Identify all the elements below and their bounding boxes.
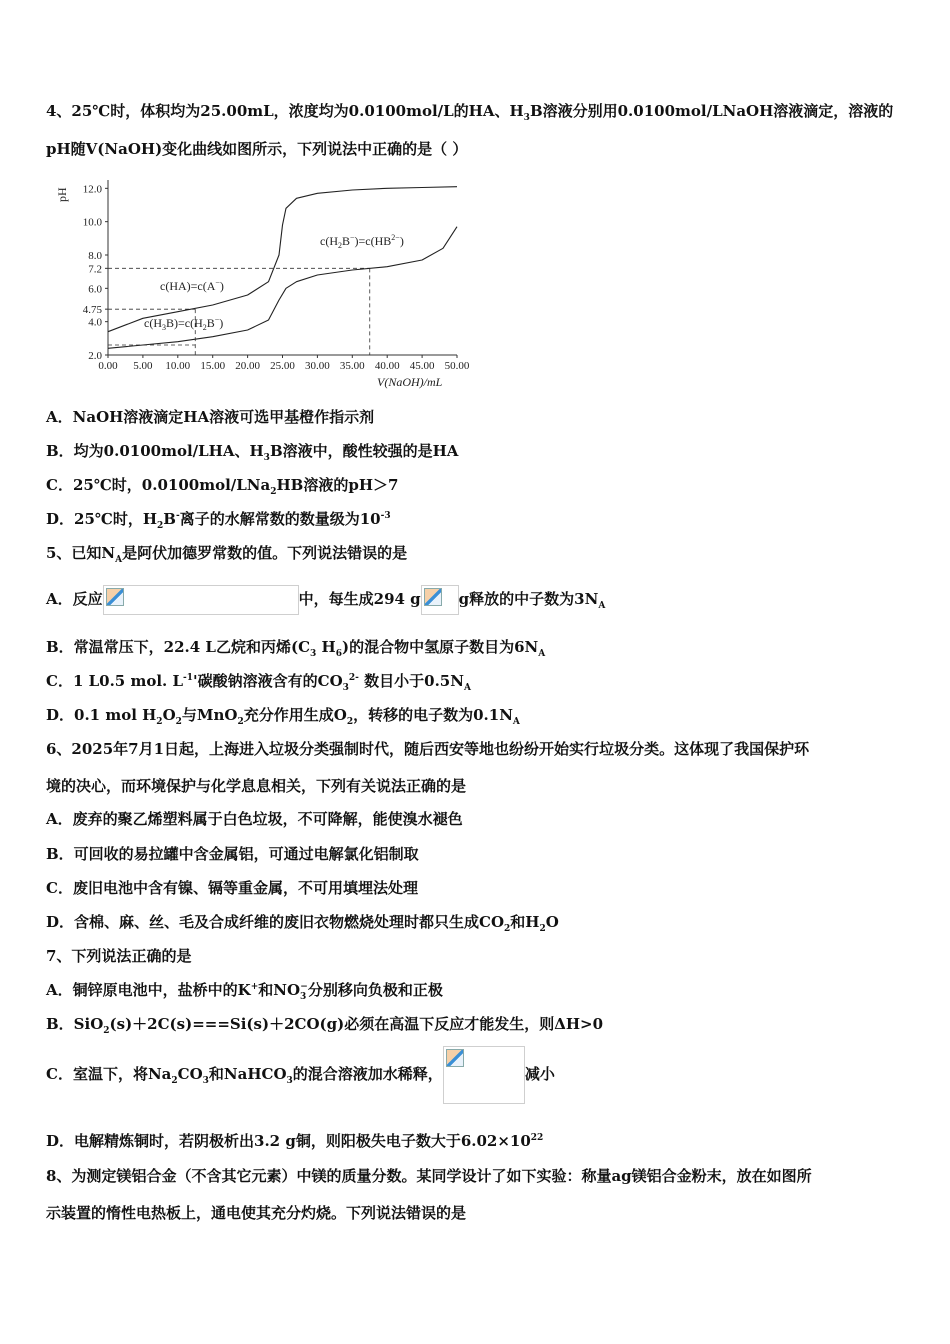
q6-option-a: A．废弃的聚乙烯塑料属于白色垃圾，不可降解，能使溴水褪色 <box>46 810 463 828</box>
series-line-1 <box>108 187 457 332</box>
q4-option-c: C．25℃时，0.0100mol/LNa$_2$HB溶液的pH＞7 <box>46 476 399 497</box>
q4-stem-line2: pH随V(NaOH)变化曲线如图所示，下列说法中正确的是（ ） <box>46 140 468 158</box>
annotation-ha: c(HA)=c(A−) <box>160 278 224 293</box>
x-axis-label: V(NaOH)/mL <box>377 375 443 389</box>
annotation-h2b: $c(H_2B^-)=c(HB^{2-})$ <box>320 233 404 250</box>
x-tick-label: 30.00 <box>305 360 330 372</box>
q7-option-b: B．SiO$_2$(s)＋2C(s)===Si(s)＋2CO(g)必须在高温下反应才能发生，则ΔH>0 <box>46 1015 604 1036</box>
y-tick-label: 4.75 <box>82 304 102 317</box>
q7-stem: 7、下列说法正确的是 <box>46 947 192 965</box>
y-tick-label: 7.2 <box>88 263 102 276</box>
q7-option-c: C．室温下，将$Na_2CO_3$和NaHCO$_3$的混合溶液加水稀释， 减小 <box>46 1045 555 1104</box>
broken-image-icon <box>443 1046 525 1104</box>
q8-stem-line1: 8、为测定镁铝合金（不含其它元素）中镁的质量分数。某同学设计了如下实验：称量ag镁铝合金粉末，放在如图所 <box>46 1167 812 1185</box>
annotation-h3b: $c(H_3B)=c(H_2B^-)$ <box>144 315 224 332</box>
q8-stem-line2: 示装置的惰性电热板上，通电使其充分灼烧。下列说法错误的是 <box>46 1204 467 1222</box>
x-tick-label: 45.00 <box>409 360 435 372</box>
x-tick-label: 50.00 <box>444 360 470 372</box>
q6-option-d: D．含棉、麻、丝、毛及合成纤维的废旧衣物燃烧处理时都只生成$CO_2$和$H_2O$ <box>46 913 559 934</box>
guide-lines <box>108 268 370 355</box>
q4-option-a: A．NaOH溶液滴定HA溶液可选甲基橙作指示剂 <box>46 408 375 426</box>
y-tick-label: 8.0 <box>88 250 102 262</box>
q5-option-a: A．反应 中，每生成294 g g释放的中子数为$3N_A$ <box>46 583 605 615</box>
broken-image-icon <box>421 585 459 615</box>
y-ticks <box>83 183 108 362</box>
q4-option-b: B．均为0.0100mol/LHA、$H_3B$溶液中，酸性较强的是HA <box>46 442 459 463</box>
q6-option-c: C．废旧电池中含有镍、镉等重金属，不可用填埋法处理 <box>46 879 418 897</box>
x-tick-label: 25.00 <box>270 360 295 372</box>
y-tick-label: 6.0 <box>88 283 102 296</box>
q6-stem-line1: 6、2025年7月1日起，上海进入垃圾分类强制时代，随后西安等地也纷纷开始实行垃圾分类。这体现了我国保护环 <box>46 740 810 758</box>
y-axis-label: pH <box>55 187 69 202</box>
x-tick-label: 0.00 <box>98 360 118 372</box>
x-tick-label: 10.00 <box>165 360 191 372</box>
q5-option-d: D．0.1 mol $H_2O_2$与MnO$_2$充分作用生成$O_2$，转移的电子数为$0.1N_A$ <box>46 706 520 727</box>
q4-option-d: D．25℃时，$H_2B^-$离子的水解常数的数量级为$10^{-3}$ <box>46 510 391 531</box>
q4-stem-line1: 4、25℃时，体积均为25.00mL，浓度均为0.0100mol/L的HA、$H_3B$溶液分别用0.0100mol/LNaOH溶液滴定，溶液的 <box>46 102 894 123</box>
y-tick-label: 4.0 <box>88 316 102 329</box>
x-tick-label: 40.00 <box>374 360 400 372</box>
q5-stem: 5、已知$N_A$是阿伏加德罗常数的值。下列说法错误的是 <box>46 544 408 565</box>
x-ticks <box>98 355 470 372</box>
q6-option-b: B．可回收的易拉罐中含金属铝，可通过电解氯化铝制取 <box>46 845 419 863</box>
broken-image-icon <box>103 585 299 615</box>
y-tick-label: 2.0 <box>88 350 102 362</box>
q7-option-a: A．铜锌原电池中，盐桥中的K+和$NO_3^-$分别移向负极和正极 <box>46 981 443 1002</box>
x-tick-label: 15.00 <box>200 360 226 372</box>
q7-option-d: D．电解精炼铜时，若阴极析出3.2 g铜，则阳极失电子数大于$6.02\times 10^{22}$ <box>46 1132 544 1150</box>
q5-option-c: C．1 L0.5 mol. $L^{-1}'$碳酸钠溶液含有的$CO_3^{2-}$ 数目小于$0.5N_A$ <box>46 672 471 693</box>
chart-annotations <box>144 233 404 332</box>
x-tick-label: 5.00 <box>133 360 153 372</box>
q5-option-b: B．常温常压下，22.4 L乙烷和丙烯($C_3$ $H_6$)的混合物中氢原子数目为$6N_A$ <box>46 638 546 659</box>
y-tick-label: 10.0 <box>82 216 102 229</box>
x-tick-label: 20.00 <box>235 360 260 372</box>
q6-stem-line2: 境的决心，而环境保护与化学息息相关，下列有关说法正确的是 <box>46 777 467 795</box>
x-tick-label: 35.00 <box>339 360 365 372</box>
y-tick-label: 12.0 <box>82 183 102 196</box>
titration-chart <box>52 170 477 392</box>
